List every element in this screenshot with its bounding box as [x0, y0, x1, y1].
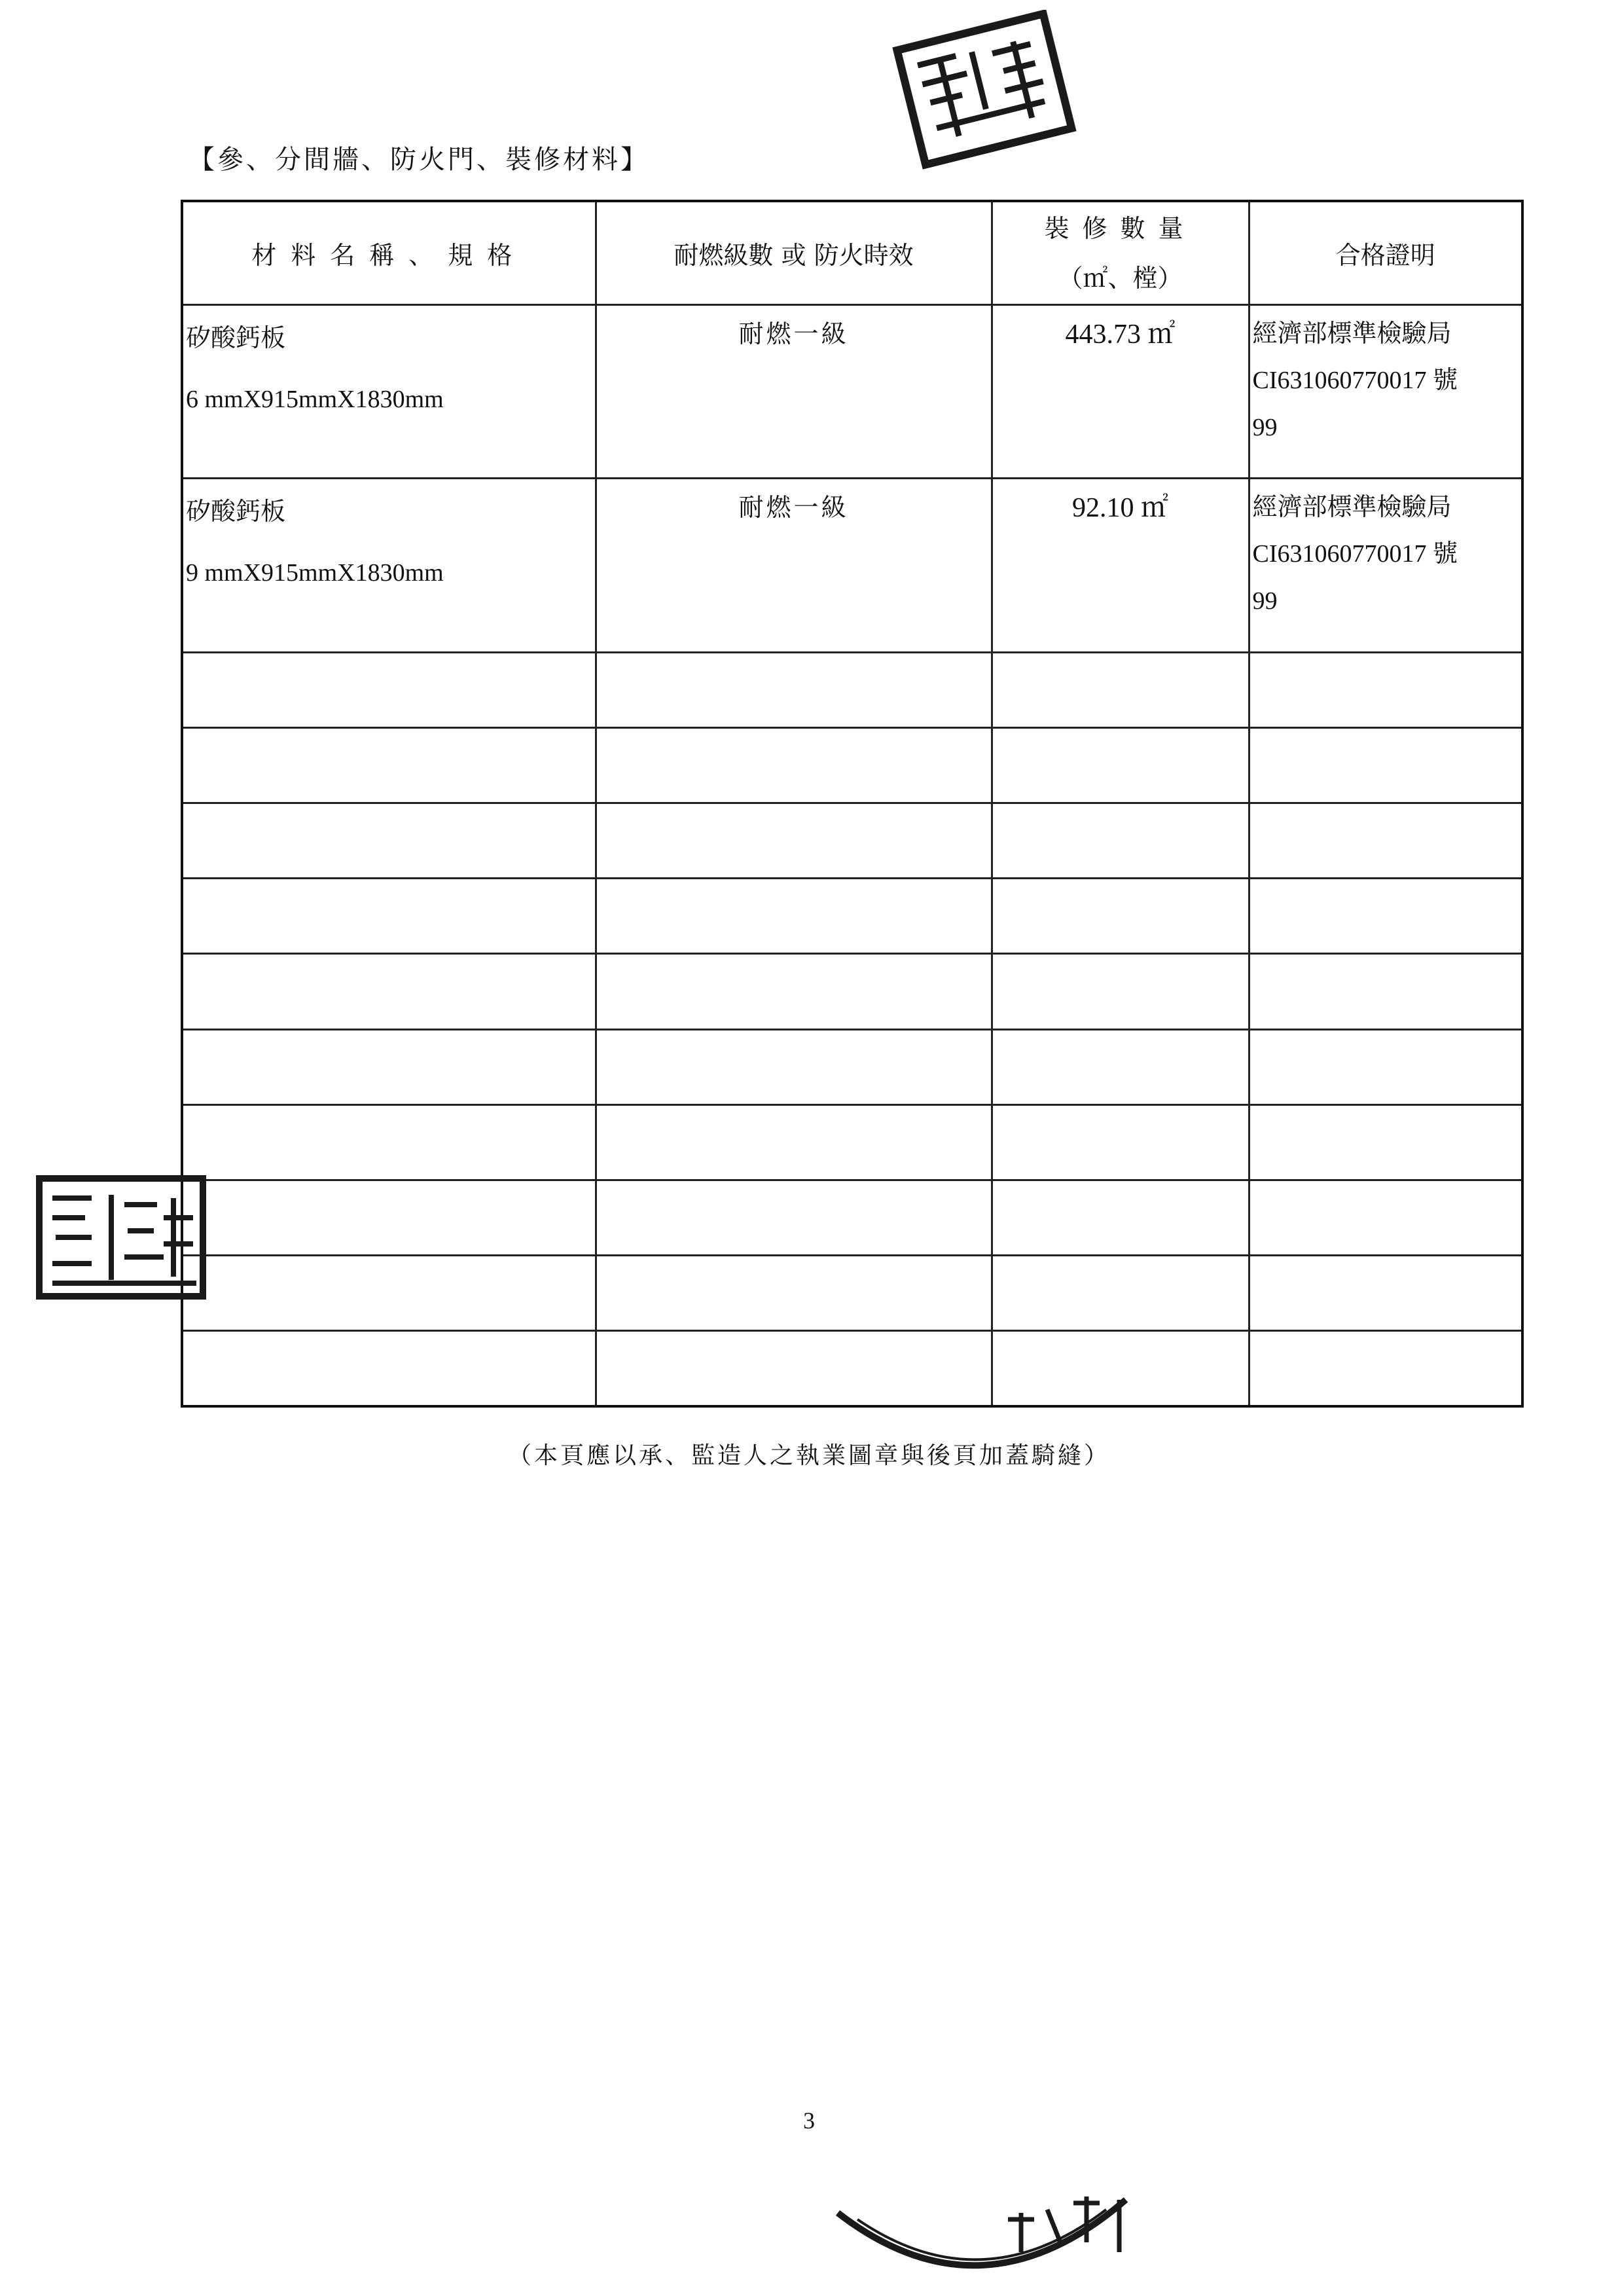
empty-row: [182, 1256, 1522, 1331]
empty-row: [182, 954, 1522, 1029]
empty-cell: [1249, 1256, 1522, 1331]
empty-cell: [182, 803, 596, 879]
empty-cell: [182, 1029, 596, 1104]
empty-cell: [596, 1180, 992, 1255]
empty-cell: [596, 803, 992, 879]
empty-cell: [992, 1104, 1249, 1180]
empty-cell: [182, 1180, 596, 1255]
material-name: 矽酸鈣板: [186, 323, 286, 352]
table-row: [182, 479, 1522, 652]
table-row: [182, 305, 1522, 479]
quantity-cell: 92.10 ㎡: [992, 479, 1249, 652]
cert-suffix: 99: [1252, 414, 1278, 441]
empty-row: [182, 1104, 1522, 1180]
empty-cell: [596, 1256, 992, 1331]
material-cell: [182, 305, 596, 479]
empty-row: [182, 879, 1522, 954]
seal-stamp-bottom: [812, 2174, 1152, 2296]
rating-cell: 耐燃一級: [596, 305, 992, 479]
empty-cell: [992, 727, 1249, 803]
empty-row: [182, 1180, 1522, 1255]
header-quantity-title: 裝修數量: [1044, 213, 1196, 243]
materials-table: [181, 200, 1524, 1408]
certificate-cell: [1249, 305, 1522, 479]
seal-stamp-top: [890, 10, 1087, 173]
material-cell: [182, 479, 596, 652]
empty-cell: [596, 1104, 992, 1180]
empty-cell: [1249, 1180, 1522, 1255]
seal-stamp-left: [33, 1172, 209, 1303]
material-spec: 9 mmX915mmX1830mm: [186, 559, 444, 587]
empty-cell: [596, 954, 992, 1029]
material-name: 矽酸鈣板: [186, 497, 286, 526]
empty-cell: [992, 879, 1249, 954]
empty-cell: [182, 1256, 596, 1331]
certificate-cell: [1249, 479, 1522, 652]
empty-cell: [1249, 803, 1522, 879]
header-quantity-units: （㎡、樘）: [1058, 263, 1183, 293]
cert-agency: 經濟部標準檢驗局: [1252, 492, 1452, 522]
empty-cell: [596, 879, 992, 954]
empty-cell: [992, 954, 1249, 1029]
rating-cell: 耐燃一級: [596, 479, 992, 652]
page-number: 3: [803, 2107, 815, 2134]
empty-cell: [182, 1331, 596, 1406]
empty-cell: [182, 879, 596, 954]
cert-agency: 經濟部標準檢驗局: [1252, 319, 1452, 348]
empty-cell: [992, 652, 1249, 727]
empty-cell: [1249, 727, 1522, 803]
empty-row: [182, 652, 1522, 727]
section-title: 【參、分間牆、防火門、裝修材料】: [189, 145, 649, 175]
footnote: （本頁應以承、監造人之執業圖章與後頁加蓋騎縫）: [507, 1442, 1110, 1469]
empty-cell: [596, 1029, 992, 1104]
cert-suffix: 99: [1252, 587, 1278, 615]
cert-code: CI631060770017 號: [1252, 540, 1458, 568]
empty-cell: [992, 1180, 1249, 1255]
empty-cell: [1249, 954, 1522, 1029]
empty-cell: [1249, 1104, 1522, 1180]
empty-cell: [1249, 1331, 1522, 1406]
empty-cell: [992, 1331, 1249, 1406]
empty-cell: [596, 1331, 992, 1406]
empty-cell: [182, 1104, 596, 1180]
empty-cell: [992, 1256, 1249, 1331]
empty-cell: [596, 652, 992, 727]
empty-cell: [182, 954, 596, 1029]
header-rating: 耐燃級數 或 防火時效: [596, 201, 992, 305]
header-material: 材料名稱、規格: [182, 201, 596, 305]
empty-cell: [1249, 652, 1522, 727]
material-spec: 6 mmX915mmX1830mm: [186, 386, 444, 413]
empty-cell: [992, 1029, 1249, 1104]
header-quantity: [992, 201, 1249, 305]
empty-cell: [1249, 1029, 1522, 1104]
empty-row: [182, 1331, 1522, 1406]
quantity-cell: 443.73 ㎡: [992, 305, 1249, 479]
header-certificate: 合格證明: [1249, 201, 1522, 305]
empty-row: [182, 803, 1522, 879]
empty-cell: [182, 652, 596, 727]
empty-cell: [182, 727, 596, 803]
empty-cell: [1249, 879, 1522, 954]
empty-cell: [992, 803, 1249, 879]
table-header-row: [182, 201, 1522, 305]
cert-code: CI631060770017 號: [1252, 367, 1458, 394]
empty-row: [182, 727, 1522, 803]
empty-row: [182, 1029, 1522, 1104]
empty-cell: [596, 727, 992, 803]
